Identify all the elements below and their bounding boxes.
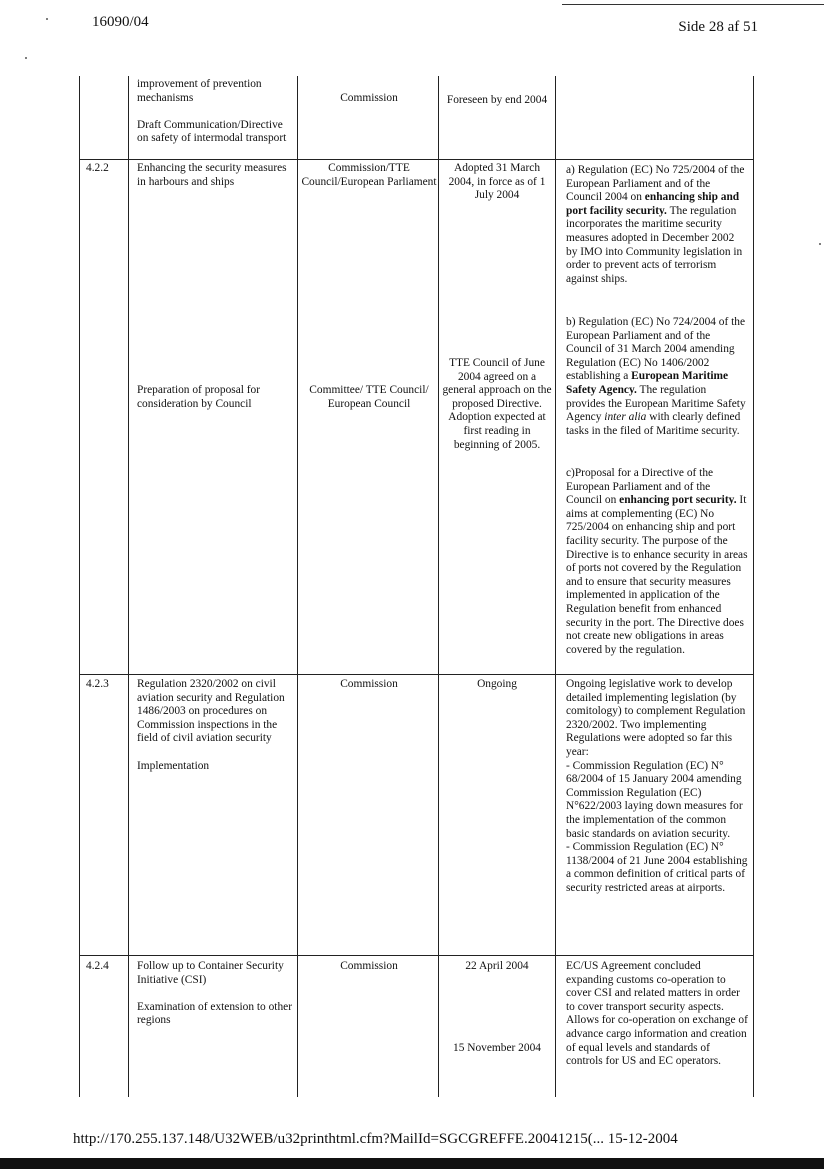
page-number: Side 28 af 51 <box>678 19 758 35</box>
row1-status-a: a) Regulation (EC) No 725/2004 of the European Parliament and of the Council 2004 on enhancing ship and port facility security. The regulation incorporates the maritime security measures adopted in December 2002 by IMO into Community legislation in order to prevent acts of terrorism against ships. <box>566 164 745 285</box>
row2-task-cell <box>137 678 297 773</box>
row3-deadline: 22 April 2004 <box>465 960 529 972</box>
row2-task: Regulation 2320/2002 on civil aviation security and Regulation 1486/2003 on procedures on Commission inspections in the field of civil aviation security <box>137 678 285 745</box>
row2-responsible: Commission <box>340 678 398 690</box>
scan-speck <box>819 243 821 245</box>
row0-task-cell <box>137 78 297 146</box>
row2-status: Ongoing legislative work to develop detailed implementing legislation (by comitology) to complement Regulation 2320/2002. Two implementing Regulations were adopted so far this year: - Commission Regulation (EC) N° 68/2004 of 15 January 2004 amending Commission Regulation (EC) N°622/2003 laying down measures for the implementation of the common basic standards on aviation security. - Commission Regulation (EC) N° 1138/2004 of 21 June 2004 establishing a common definition of critical parts of security restricted areas at airports. <box>566 678 748 894</box>
row1-status-c: c)Proposal for a Directive of the European Parliament and of the Council on enhancing port security. It aims at complementing (EC) No 725/2004 on enhancing ship and port facility security. The purpose of the Directive is to enhance security in areas of ports not covered by the Regulation and to ensure that security measures implemented in application of the Regulation benefit from enhanced security in the port. The Directive does not create new obligations in areas covered by the regulation. <box>566 467 748 656</box>
row0-task-draft: Draft Communication/Directive on safety of intermodal transport <box>137 118 287 145</box>
row2-task-implementation: Implementation <box>137 759 210 772</box>
row3-task: Follow up to Container Security Initiative (CSI) <box>137 960 284 986</box>
print-url-footer: http://170.255.137.148/U32WEB/u32printhtml.cfm?MailId=SGCGREFFE.20041215(... 15-12-2004 <box>73 1131 678 1147</box>
scan-speck <box>46 18 48 20</box>
row-number-4-2-3: 4.2.3 <box>86 678 109 690</box>
row-number-4-2-4: 4.2.4 <box>86 960 109 972</box>
row0-task-text: improvement of prevention mechanisms <box>137 78 262 104</box>
row1-task: Enhancing the security measures in harbours and ships <box>137 162 287 188</box>
row2-deadline: Ongoing <box>477 678 517 690</box>
scan-speck <box>25 57 27 59</box>
row1-status-b: b) Regulation (EC) No 724/2004 of the European Parliament and of the Council of 31 March 2004 amending Regulation (EC) No 1406/2002 establishing a European Maritime Safety Agency. The regulation provides the European Maritime Safety Agency inter alia with clearly defined tasks in the filed of Maritime security. <box>566 316 746 437</box>
row1-responsible-proposal: Committee/ TTE Council/ European Council <box>309 384 429 410</box>
row3-task-extension: Examination of extension to other regions <box>137 1000 293 1027</box>
row1-deadline-proposal: TTE Council of June 2004 agreed on a general approach on the proposed Directive. Adoption expected at first reading in beginning of 2005. <box>442 357 552 451</box>
row3-status: EC/US Agreement concluded expanding customs co-operation to cover CSI and related matters in order to cover transport security aspects. Allows for co-operation on exchange of advance cargo information and creation of equal levels and standards of controls for US and EC operators. <box>566 960 748 1068</box>
row1-task-preparation: Preparation of proposal for consideration by Council <box>137 384 261 410</box>
row0-deadline: Foreseen by end 2004 <box>446 94 548 106</box>
scan-edge-bar <box>0 1158 824 1169</box>
row3-responsible: Commission <box>340 960 398 972</box>
row3-task-cell <box>137 960 297 1028</box>
top-edge-line <box>562 4 824 5</box>
row0-responsible: Commission <box>340 92 398 104</box>
document-reference: 16090/04 <box>92 14 149 30</box>
row-number-4-2-2: 4.2.2 <box>86 162 109 174</box>
row3-deadline-extension: 15 November 2004 <box>453 1042 541 1054</box>
row1-responsible: Commission/TTE Council/European Parliament <box>301 162 437 188</box>
row1-deadline: Adopted 31 March 2004, in force as of 1 July 2004 <box>448 162 546 202</box>
